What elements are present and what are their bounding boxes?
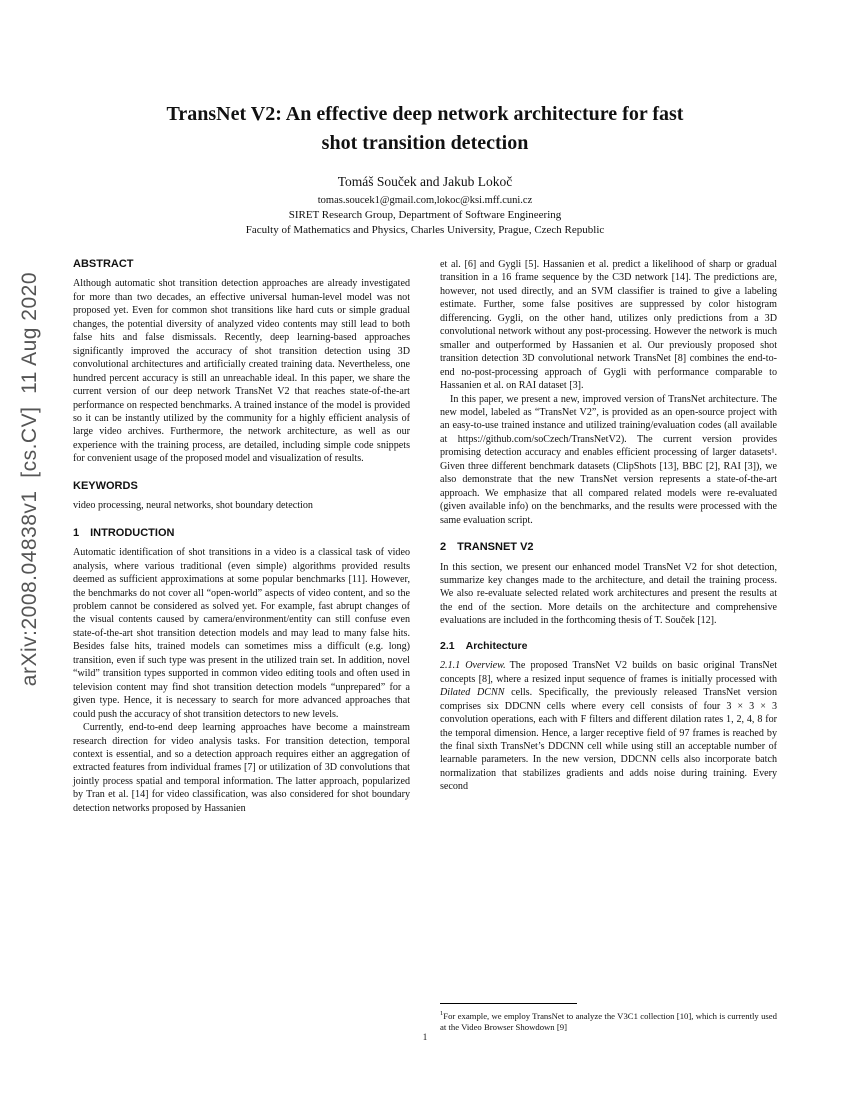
transnet-paragraph-1: In this section, we present our enhanced model TransNet V2 for shot detection, summarize key changes made to the architecture, and detail the training process. We also re-evaluate selected related work architectures and present the results at the end of the section. More details on the architecture and comprehensive evaluations are included in the forthcoming thesis of T. Souček [12]. — [440, 561, 777, 627]
introduction-heading — [73, 527, 410, 540]
right-column — [440, 258, 777, 1033]
section-title: INTRODUCTION — [90, 526, 175, 539]
section-number: 2 — [440, 541, 447, 554]
emphasized-term: Dilated DCNN — [440, 687, 505, 699]
footnote-rule — [440, 1003, 577, 1004]
author-emails: tomas.soucek1@gmail.com,lokoc@ksi.mff.cuni.cz — [317, 195, 533, 206]
authors: Tomáš Souček and Jakub Lokoč — [337, 174, 513, 189]
title-line-1: TransNet V2: An effective deep network architecture for fast — [166, 103, 684, 125]
related-work-paragraph-2 — [440, 393, 777, 528]
github-link[interactable]: https://github.com/soCzech/TransNetV2 — [457, 433, 621, 445]
section-number: 1 — [73, 526, 80, 539]
footnote-text: For example, we employ TransNet to analyze the V3C1 collection [10], which is currently used at the Video Browser Showdown [9] — [440, 1010, 777, 1032]
title-line-2: shot transition detection — [321, 132, 529, 154]
paper-header — [0, 0, 850, 236]
two-column-body — [0, 258, 850, 1033]
subsection-number: 2.1 — [440, 639, 455, 652]
section-title: TRANSNET V2 — [457, 541, 534, 554]
arxiv-stamp: arXiv:2008.04838v1 [cs.CV] 11 Aug 2020 — [18, 272, 41, 687]
paragraph-text: The proposed TransNet V2 builds on basic original TransNet concepts [8], where a resized input sequence of frames is initially processed with — [440, 660, 777, 685]
abstract-text: Although automatic shot transition detection approaches are already investigated for more than two decades, an effective universal human-level model was not proposed yet. Even for common shot transitions like hard cuts or simple gradual changes, the potential diversity of analyzed video contents may still lead to both false hits and false dismissals. Recently, deep learning-based approaches significantly improved the accuracy of shot transition detection using 3D convolutional architectures and artificially created training data. Nevertheless, one hundred percent accuracy is still an unreachable ideal. In this paper, we share the current version of our deep network TransNet V2 that reaches state-of-the-art performance on respected benchmarks. A trained instance of the model is provided so it can be instantly utilized by the community for a highly efficient analysis of large video archives. Furthermore, the network architecture, as well as our experience with the training process, are detailed, including simple code snippets for convenient usage of the proposed model and visualization of results. — [73, 278, 410, 465]
paper-title — [0, 100, 850, 158]
keywords-text: video processing, neural networks, shot boundary detection — [73, 500, 313, 512]
keywords-heading: KEYWORDS — [73, 479, 138, 492]
page-number: 1 — [422, 1032, 428, 1042]
affiliation-line-2: Faculty of Mathematics and Physics, Charles University, Prague, Czech Republic — [245, 224, 605, 236]
introduction-paragraph-2: Currently, end-to-end deep learning approaches have become a mainstream research direction for video analysis tasks. For transition detection, temporal context is essential, and so a detection approach requires either an aggregation of extracted features from individual frames [7] or utilization of 3D convolutions that jointly process spatial and temporal information. The latter approach, popularized by Tran et al. [14] for video classification, was also considered for shot boundary detection networks proposed by Hassanien — [73, 722, 410, 814]
subsubsection-number: 2.1.1 — [440, 660, 461, 672]
paragraph-text: In this paper, we present a new, improved version of TransNet architecture. The new model, labeled as “TransNet V2”, is provided as an open-source project with an easy-to-use trained instance and utilized training/evaluation codes (all available at — [440, 393, 777, 445]
related-work-paragraph-1: et al. [6] and Gygli [5]. Hassanien et al. predict a likelihood of sharp or gradual transition in a 16 frame sequence by the C3D network [14]. The predictions are, however, not used directly, and an SVM classifier is trained to give a labeling estimate. Further, some false positives are suppressed by color histogram differencing. Gygli, on the other hand, utilizes only predictions from a 3D convolutional network without any post-processing. However the network is much smaller and outperformed by Hassanien et al. Our previously proposed shot transition detection 3D convolutional network TransNet [8] combines the end-to-end no-post-processing approach of Gygli with performance comparable to Hassanien et al. on RAI dataset [3]. — [440, 259, 777, 392]
subsection-title: Architecture — [465, 639, 528, 652]
paragraph-text: cells. Specifically, the previously released TransNet version comprises six DDCNN cells where every cell consists of four 3 × 3 × 3 convolution operations, each with F filters and different dilation rates 1, 2, 4, 8 for the temporal dimension. Hence, a larger receptive field of 97 frames is reached by the final sixth TransNet’s DDCNN cell while using still an acceptable number of learnable parameters. In the new version, DDCNN cells also incorporate batch normalization that stabilizes gradients and adds noise during training. Every second — [440, 687, 777, 793]
affiliation-line-1: SIRET Research Group, Department of Software Engineering — [288, 209, 562, 221]
overview-paragraph — [440, 659, 777, 794]
footnote — [440, 1003, 777, 1033]
introduction-paragraph-1: Automatic identification of shot transitions in a video is a classical task of video analysis, where various traditional (even simple) algorithms provided results deemed as sufficient approximations at some popular benchmarks [11]. However, the benchmarks do not cover all “open-world” aspects of video content, and so the problem cannot be considered as solved yet. For example, fast abrupt changes of the visual contents caused by camera/environment/entity can still confuse even state-of-the-art shot transition detection models and may lead to many false hits. Besides false hits, trained models can sometimes miss a difficult (e.g. long) transition, even if such type was present in the utilized train set. In addition, novel “wild” transition types supported in common video editing tools and often used in television content may find shot transition detection models “unprepared” for a given type. Hence, it is necessary to search for more advanced approaches that could push the accuracy of shot transition detectors to new levels. — [73, 547, 410, 720]
left-column — [73, 258, 410, 1033]
architecture-subsection-heading — [440, 640, 777, 653]
abstract-heading: ABSTRACT — [73, 258, 134, 270]
subsubsection-title: Overview. — [465, 660, 506, 672]
paragraph-text: ). The current version provides promising detection accuracy and enables efficient processing of larger datasets¹. Given three different benchmark datasets (ClipShots [13], BBC [2], RAI [3]), we also demonstrate that the new TransNet version represents a state-of-the-art approach. We emphasize that all compared related models were re-evaluated (given available info) on the benchmarks, and the results were processed with the same evaluation script. — [440, 433, 777, 526]
footnote-marker: 1 — [440, 1009, 444, 1017]
transnet-section-heading — [440, 541, 777, 554]
